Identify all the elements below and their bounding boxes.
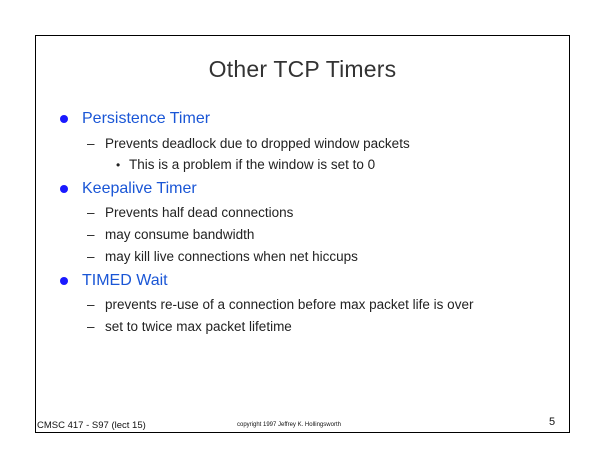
bullet-marker: •	[116, 158, 121, 172]
dash-marker: –	[87, 227, 95, 242]
sub-item	[87, 205, 293, 220]
sub-item-text: may consume bandwidth	[105, 227, 255, 242]
bullet-text: TIMED Wait	[82, 272, 168, 289]
sub-item	[87, 297, 473, 312]
bullet-dot-icon	[60, 185, 68, 193]
sub-item-text: may kill live connections when net hiccups	[105, 249, 358, 264]
subsub-item-text: This is a problem if the window is set to 0	[129, 157, 376, 172]
sub-item	[87, 227, 254, 242]
page-number: 5	[549, 416, 556, 428]
bullet-dot-icon	[60, 115, 68, 123]
dash-marker: –	[87, 297, 95, 312]
footer-course-label: CMSC 417 - S97 (lect 15)	[37, 420, 146, 431]
bullet-dot-icon	[60, 277, 68, 285]
dash-marker: –	[87, 319, 95, 334]
bullet-text: Keepalive Timer	[82, 180, 197, 197]
slide-title: Other TCP Timers	[208, 56, 397, 82]
dash-marker: –	[87, 136, 95, 151]
sub-item	[87, 319, 292, 334]
sub-item	[87, 249, 358, 264]
dash-marker: –	[87, 205, 95, 220]
bullet-persistence-timer	[60, 108, 210, 130]
bullet-text: Persistence Timer	[82, 110, 211, 127]
sub-item-text: Prevents half dead connections	[105, 205, 294, 220]
bullet-timed-wait	[60, 270, 168, 292]
footer-copyright: copyright 1997 Jeffrey K. Hollingsworth	[237, 422, 341, 428]
dash-marker: –	[87, 249, 95, 264]
sub-item-text: set to twice max packet lifetime	[105, 319, 292, 334]
subsub-item	[116, 157, 375, 172]
sub-item-text: Prevents deadlock due to dropped window packets	[105, 136, 410, 151]
sub-item	[87, 136, 410, 151]
sub-item-text: prevents re-use of a connection before max packet life is over	[105, 297, 474, 312]
bullet-keepalive-timer	[60, 178, 197, 200]
